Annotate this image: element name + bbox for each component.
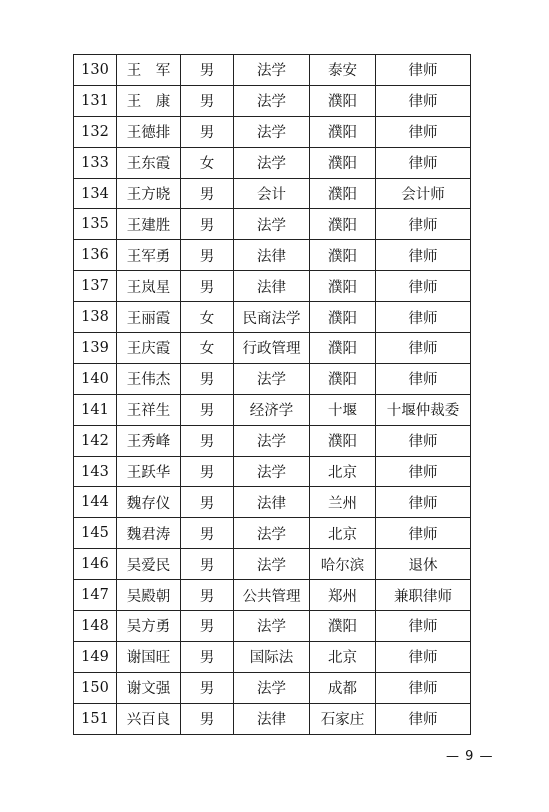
row-number-cell: 149 bbox=[74, 641, 117, 672]
name-cell: 兴百良 bbox=[117, 703, 181, 734]
name-cell: 王军勇 bbox=[117, 240, 181, 271]
name-cell: 王岚星 bbox=[117, 271, 181, 302]
name-cell: 吴爱民 bbox=[117, 549, 181, 580]
occupation-cell: 律师 bbox=[376, 302, 471, 333]
occupation-cell: 律师 bbox=[376, 518, 471, 549]
row-number-cell: 141 bbox=[74, 394, 117, 425]
occupation-cell: 律师 bbox=[376, 487, 471, 518]
table-row bbox=[74, 271, 471, 302]
occupation-cell: 律师 bbox=[376, 147, 471, 178]
gender-cell: 男 bbox=[181, 394, 234, 425]
city-cell: 北京 bbox=[310, 641, 376, 672]
major-cell: 法学 bbox=[234, 611, 310, 642]
name-cell: 王秀峰 bbox=[117, 425, 181, 456]
city-cell: 哈尔滨 bbox=[310, 549, 376, 580]
occupation-cell: 律师 bbox=[376, 456, 471, 487]
city-cell: 濮阳 bbox=[310, 178, 376, 209]
name-cell: 王跃华 bbox=[117, 456, 181, 487]
roster-body bbox=[74, 55, 471, 735]
city-cell: 濮阳 bbox=[310, 147, 376, 178]
major-cell: 法学 bbox=[234, 456, 310, 487]
name-cell: 王庆霞 bbox=[117, 333, 181, 364]
gender-cell: 男 bbox=[181, 425, 234, 456]
major-cell: 法学 bbox=[234, 55, 310, 86]
city-cell: 濮阳 bbox=[310, 240, 376, 271]
major-cell: 法学 bbox=[234, 209, 310, 240]
major-cell: 法学 bbox=[234, 85, 310, 116]
major-cell: 法学 bbox=[234, 116, 310, 147]
major-cell: 经济学 bbox=[234, 394, 310, 425]
city-cell: 兰州 bbox=[310, 487, 376, 518]
major-cell: 会计 bbox=[234, 178, 310, 209]
row-number-cell: 139 bbox=[74, 333, 117, 364]
name-cell: 王德排 bbox=[117, 116, 181, 147]
name-cell: 谢国旺 bbox=[117, 641, 181, 672]
city-cell: 北京 bbox=[310, 518, 376, 549]
table-row bbox=[74, 394, 471, 425]
row-number-cell: 144 bbox=[74, 487, 117, 518]
row-number-cell: 133 bbox=[74, 147, 117, 178]
row-number-cell: 134 bbox=[74, 178, 117, 209]
gender-cell: 男 bbox=[181, 85, 234, 116]
gender-cell: 男 bbox=[181, 611, 234, 642]
gender-cell: 男 bbox=[181, 518, 234, 549]
occupation-cell: 律师 bbox=[376, 641, 471, 672]
gender-cell: 男 bbox=[181, 703, 234, 734]
major-cell: 法学 bbox=[234, 147, 310, 178]
row-number-cell: 131 bbox=[74, 85, 117, 116]
table-row bbox=[74, 487, 471, 518]
row-number-cell: 151 bbox=[74, 703, 117, 734]
name-cell: 吴方勇 bbox=[117, 611, 181, 642]
gender-cell: 男 bbox=[181, 580, 234, 611]
table-row bbox=[74, 209, 471, 240]
table-row bbox=[74, 363, 471, 394]
major-cell: 法学 bbox=[234, 672, 310, 703]
table-row bbox=[74, 55, 471, 86]
city-cell: 石家庄 bbox=[310, 703, 376, 734]
row-number-cell: 147 bbox=[74, 580, 117, 611]
gender-cell: 女 bbox=[181, 147, 234, 178]
name-cell: 谢文强 bbox=[117, 672, 181, 703]
city-cell: 濮阳 bbox=[310, 85, 376, 116]
gender-cell: 男 bbox=[181, 363, 234, 394]
table-row bbox=[74, 703, 471, 734]
arbitrator-roster-table bbox=[73, 54, 471, 735]
occupation-cell: 律师 bbox=[376, 672, 471, 703]
occupation-cell: 律师 bbox=[376, 271, 471, 302]
name-cell: 吴殿朝 bbox=[117, 580, 181, 611]
table-row bbox=[74, 333, 471, 364]
row-number-cell: 142 bbox=[74, 425, 117, 456]
city-cell: 濮阳 bbox=[310, 209, 376, 240]
city-cell: 濮阳 bbox=[310, 363, 376, 394]
occupation-cell: 十堰仲裁委 bbox=[376, 394, 471, 425]
gender-cell: 男 bbox=[181, 641, 234, 672]
gender-cell: 男 bbox=[181, 549, 234, 580]
row-number-cell: 136 bbox=[74, 240, 117, 271]
occupation-cell: 退休 bbox=[376, 549, 471, 580]
table-row bbox=[74, 178, 471, 209]
city-cell: 濮阳 bbox=[310, 302, 376, 333]
row-number-cell: 132 bbox=[74, 116, 117, 147]
row-number-cell: 137 bbox=[74, 271, 117, 302]
table-row bbox=[74, 85, 471, 116]
table-row bbox=[74, 116, 471, 147]
occupation-cell: 律师 bbox=[376, 85, 471, 116]
gender-cell: 男 bbox=[181, 487, 234, 518]
occupation-cell: 律师 bbox=[376, 55, 471, 86]
major-cell: 行政管理 bbox=[234, 333, 310, 364]
table-row bbox=[74, 147, 471, 178]
table-row bbox=[74, 456, 471, 487]
city-cell: 郑州 bbox=[310, 580, 376, 611]
occupation-cell: 律师 bbox=[376, 425, 471, 456]
table-row bbox=[74, 302, 471, 333]
name-cell: 王方晓 bbox=[117, 178, 181, 209]
major-cell: 法律 bbox=[234, 487, 310, 518]
name-cell: 王东霞 bbox=[117, 147, 181, 178]
gender-cell: 男 bbox=[181, 240, 234, 271]
occupation-cell: 律师 bbox=[376, 333, 471, 364]
table-row bbox=[74, 672, 471, 703]
city-cell: 泰安 bbox=[310, 55, 376, 86]
name-cell: 王 康 bbox=[117, 85, 181, 116]
row-number-cell: 143 bbox=[74, 456, 117, 487]
row-number-cell: 138 bbox=[74, 302, 117, 333]
table-row bbox=[74, 580, 471, 611]
city-cell: 濮阳 bbox=[310, 611, 376, 642]
table-row bbox=[74, 641, 471, 672]
occupation-cell: 律师 bbox=[376, 611, 471, 642]
major-cell: 公共管理 bbox=[234, 580, 310, 611]
table-row bbox=[74, 425, 471, 456]
occupation-cell: 律师 bbox=[376, 209, 471, 240]
gender-cell: 男 bbox=[181, 672, 234, 703]
city-cell: 濮阳 bbox=[310, 425, 376, 456]
gender-cell: 女 bbox=[181, 302, 234, 333]
row-number-cell: 135 bbox=[74, 209, 117, 240]
city-cell: 濮阳 bbox=[310, 116, 376, 147]
occupation-cell: 律师 bbox=[376, 363, 471, 394]
major-cell: 法律 bbox=[234, 271, 310, 302]
row-number-cell: 150 bbox=[74, 672, 117, 703]
major-cell: 法学 bbox=[234, 549, 310, 580]
name-cell: 魏君涛 bbox=[117, 518, 181, 549]
gender-cell: 男 bbox=[181, 116, 234, 147]
table-row bbox=[74, 518, 471, 549]
major-cell: 法学 bbox=[234, 425, 310, 456]
name-cell: 王伟杰 bbox=[117, 363, 181, 394]
row-number-cell: 130 bbox=[74, 55, 117, 86]
row-number-cell: 145 bbox=[74, 518, 117, 549]
name-cell: 王丽霞 bbox=[117, 302, 181, 333]
city-cell: 濮阳 bbox=[310, 271, 376, 302]
major-cell: 法学 bbox=[234, 518, 310, 549]
name-cell: 王祥生 bbox=[117, 394, 181, 425]
occupation-cell: 兼职律师 bbox=[376, 580, 471, 611]
major-cell: 国际法 bbox=[234, 641, 310, 672]
row-number-cell: 148 bbox=[74, 611, 117, 642]
table-row bbox=[74, 611, 471, 642]
occupation-cell: 律师 bbox=[376, 240, 471, 271]
name-cell: 魏存仪 bbox=[117, 487, 181, 518]
city-cell: 北京 bbox=[310, 456, 376, 487]
table-row bbox=[74, 240, 471, 271]
name-cell: 王 军 bbox=[117, 55, 181, 86]
occupation-cell: 会计师 bbox=[376, 178, 471, 209]
row-number-cell: 140 bbox=[74, 363, 117, 394]
page-number: — 9 — bbox=[446, 749, 494, 764]
major-cell: 民商法学 bbox=[234, 302, 310, 333]
occupation-cell: 律师 bbox=[376, 116, 471, 147]
city-cell: 十堰 bbox=[310, 394, 376, 425]
name-cell: 王建胜 bbox=[117, 209, 181, 240]
city-cell: 成都 bbox=[310, 672, 376, 703]
gender-cell: 男 bbox=[181, 209, 234, 240]
gender-cell: 女 bbox=[181, 333, 234, 364]
occupation-cell: 律师 bbox=[376, 703, 471, 734]
row-number-cell: 146 bbox=[74, 549, 117, 580]
gender-cell: 男 bbox=[181, 271, 234, 302]
city-cell: 濮阳 bbox=[310, 333, 376, 364]
gender-cell: 男 bbox=[181, 55, 234, 86]
gender-cell: 男 bbox=[181, 178, 234, 209]
major-cell: 法律 bbox=[234, 703, 310, 734]
table-row bbox=[74, 549, 471, 580]
gender-cell: 男 bbox=[181, 456, 234, 487]
major-cell: 法学 bbox=[234, 363, 310, 394]
major-cell: 法律 bbox=[234, 240, 310, 271]
